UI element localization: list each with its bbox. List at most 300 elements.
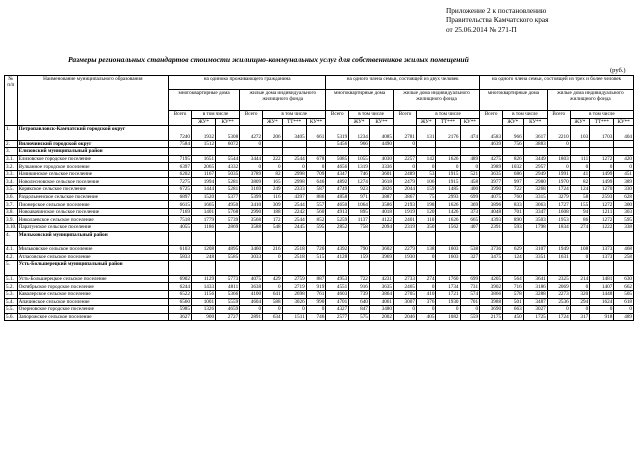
value-cell: 7240: [169, 126, 192, 141]
value-cell: [523, 148, 547, 156]
value-cell: 640: [349, 298, 370, 306]
table-row: [5, 231, 634, 246]
value-cell: 4393: [480, 216, 503, 224]
municipality-name: Вилючинский городской округ: [17, 140, 168, 148]
value-cell: 350: [416, 224, 436, 232]
value-cell: 1407: [590, 283, 614, 291]
row-number: 5.3.: [5, 291, 18, 299]
value-cell: 131: [416, 126, 436, 141]
value-cell: [191, 261, 215, 276]
value-cell: 0: [240, 140, 263, 148]
value-cell: 4656: [326, 163, 349, 171]
value-cell: [240, 261, 263, 276]
value-cell: 4639: [480, 140, 503, 148]
value-cell: 5585: [216, 253, 240, 261]
value-cell: 1803: [547, 155, 570, 163]
value-cell: 6902: [169, 275, 192, 283]
value-cell: 0: [460, 163, 480, 171]
value-cell: 2518: [282, 253, 306, 261]
value-cell: 3864: [369, 291, 393, 299]
value-cell: 1137: [349, 216, 370, 224]
value-cell: 7275: [169, 178, 192, 186]
table-row: [5, 186, 634, 194]
value-cell: 701: [460, 298, 480, 306]
table-row: [5, 201, 634, 209]
value-cell: [480, 148, 503, 156]
value-cell: [216, 261, 240, 276]
row-number: 5.: [5, 261, 18, 276]
subheader-apartment: многоквартирные дома: [480, 90, 548, 111]
value-cell: 1274: [349, 178, 370, 186]
value-cell: [282, 148, 306, 156]
value-cell: 1272: [590, 201, 614, 209]
value-cell: 1930: [436, 298, 460, 306]
value-cell: [306, 140, 326, 148]
value-cell: 116: [263, 193, 283, 201]
value-cell: 2993: [436, 193, 460, 201]
row-number: 5.4.: [5, 298, 18, 306]
value-cell: 521: [460, 170, 480, 178]
value-cell: 0: [436, 306, 460, 314]
table-row: [5, 163, 634, 171]
value-cell: 0: [590, 306, 614, 314]
value-cell: 75: [416, 193, 436, 201]
header-total: Всего: [326, 111, 349, 126]
header-zhu: ЖУ*: [263, 119, 283, 126]
value-cell: 2593: [590, 193, 614, 201]
value-cell: [240, 148, 263, 156]
value-cell: 1373: [590, 246, 614, 254]
table-row: [5, 246, 634, 254]
municipality-name: Кавалерское сельское поселение: [17, 291, 168, 299]
value-cell: [369, 148, 393, 156]
value-cell: 1512: [191, 140, 215, 148]
value-cell: 3867: [393, 193, 416, 201]
value-cell: 0: [263, 253, 283, 261]
header-incl: в том числе: [349, 111, 394, 119]
value-cell: 646: [306, 178, 326, 186]
value-cell: 826: [503, 155, 524, 163]
value-cell: 1129: [191, 275, 215, 283]
value-cell: 1401: [191, 208, 215, 216]
value-cell: [570, 261, 590, 276]
value-cell: 501: [503, 298, 524, 306]
municipality-name: Усть-Большерецкий муниципальный район: [17, 261, 168, 276]
value-cell: 630: [614, 275, 634, 283]
value-cell: 2891: [240, 313, 263, 321]
value-cell: 4205: [480, 275, 503, 283]
value-cell: 4397: [282, 193, 306, 201]
value-cell: 389: [614, 178, 634, 186]
value-cell: 0: [263, 163, 283, 171]
value-cell: 2175: [480, 313, 503, 321]
value-cell: 4895: [216, 246, 240, 254]
value-cell: 248: [191, 253, 215, 261]
header-total: Всего: [240, 111, 263, 126]
value-cell: 2759: [282, 275, 306, 283]
header-ku: КУ**: [216, 119, 240, 126]
municipality-name: Мильковское сельское поселение: [17, 246, 168, 254]
value-cell: 966: [503, 126, 524, 141]
value-cell: 4811: [216, 283, 240, 291]
value-cell: 0: [416, 283, 436, 291]
value-cell: 4075: [240, 275, 263, 283]
value-cell: [306, 261, 326, 276]
value-cell: 0: [547, 163, 570, 171]
value-cell: 2445: [282, 224, 306, 232]
municipality-name: Паратунское сельское поселение: [17, 224, 168, 232]
value-cell: 216: [263, 246, 283, 254]
value-cell: 4392: [326, 246, 349, 254]
value-cell: 2489: [393, 170, 416, 178]
value-cell: 7169: [169, 208, 192, 216]
value-cell: [547, 148, 570, 156]
table-row: [5, 291, 634, 299]
value-cell: 4650: [326, 201, 349, 209]
value-cell: 4603: [326, 291, 349, 299]
value-cell: 2544: [282, 216, 306, 224]
value-cell: 1930: [393, 253, 416, 261]
row-number: 3.9.: [5, 216, 18, 224]
value-cell: 5833: [169, 253, 192, 261]
value-cell: 1631: [547, 253, 570, 261]
value-cell: 458: [460, 178, 480, 186]
value-cell: 3107: [523, 246, 547, 254]
value-cell: 5366: [216, 291, 240, 299]
table-row: [5, 208, 634, 216]
row-number: 3.8.: [5, 208, 18, 216]
value-cell: 3641: [523, 275, 547, 283]
value-cell: 575: [349, 313, 370, 321]
value-cell: 5559: [216, 298, 240, 306]
value-cell: 3902: [480, 283, 503, 291]
value-cell: [169, 261, 192, 276]
value-cell: 429: [263, 275, 283, 283]
row-number: 1.: [5, 126, 18, 141]
municipality-name: Елизовский муниципальный район: [17, 148, 168, 156]
value-cell: 1994: [191, 178, 215, 186]
header-tt: ТТ***: [282, 119, 306, 126]
value-cell: 3186: [523, 283, 547, 291]
value-cell: 3602: [369, 246, 393, 254]
subheader-private: жилые дома индивидуального жилищного фонда: [547, 90, 633, 111]
value-cell: 489: [614, 313, 634, 321]
value-cell: 3969: [369, 253, 393, 261]
value-cell: 5281: [216, 178, 240, 186]
value-cell: 4075: [480, 193, 503, 201]
value-cell: 0: [416, 253, 436, 261]
value-cell: 4100: [240, 291, 263, 299]
value-cell: 2401: [393, 216, 416, 224]
row-number: 3.10.: [6, 224, 17, 231]
value-cell: 4275: [480, 155, 503, 163]
value-cell: 588: [263, 298, 283, 306]
value-cell: 1426: [436, 208, 460, 216]
value-cell: 593: [503, 224, 524, 232]
value-cell: [547, 231, 570, 246]
value-cell: 3449: [523, 155, 547, 163]
value-cell: 2577: [326, 313, 349, 321]
value-cell: 1915: [436, 170, 460, 178]
value-cell: [503, 148, 524, 156]
row-number: 3.4.: [5, 178, 18, 186]
municipality-name: Николаевское сельское поселение: [17, 216, 168, 224]
value-cell: 1624: [590, 298, 614, 306]
header-tt: ТТ***: [590, 119, 614, 126]
value-cell: 4701: [326, 298, 349, 306]
value-cell: 1562: [436, 224, 460, 232]
value-cell: 3988: [480, 298, 503, 306]
row-number: 3.7.: [5, 201, 18, 209]
value-cell: 0: [306, 163, 326, 171]
value-cell: 1727: [547, 201, 570, 209]
value-cell: 971: [349, 193, 370, 201]
municipality-name: Петропавловск-Камчатский городской округ: [17, 126, 168, 141]
value-cell: 6072: [216, 140, 240, 148]
value-cell: 373: [460, 208, 480, 216]
value-cell: 6522: [169, 291, 192, 299]
value-cell: 5281: [216, 186, 240, 194]
municipality-name: Усть-Большерецкое сельское поселение: [17, 275, 168, 283]
value-cell: 138: [416, 246, 436, 254]
value-cell: 1499: [590, 178, 614, 186]
col-header-name: Наименование муниципального образования: [17, 76, 168, 126]
value-cell: 3896: [480, 201, 503, 209]
value-cell: 4061: [369, 298, 393, 306]
value-cell: 468: [614, 246, 634, 254]
value-cell: [216, 231, 240, 246]
value-cell: 2065: [191, 163, 215, 171]
value-cell: 2869: [216, 224, 240, 232]
value-cell: 1211: [590, 208, 614, 216]
value-cell: 4858: [326, 193, 349, 201]
value-cell: 0: [570, 163, 590, 171]
header-zhu: ЖУ*: [416, 119, 436, 126]
subheader-apartment: многоквартирные дома: [169, 90, 240, 111]
value-cell: 3826: [369, 186, 393, 194]
value-cell: 1915: [436, 178, 460, 186]
group-header-single: на одиноко проживающего гражданина: [169, 76, 326, 90]
value-cell: [547, 261, 570, 276]
value-cell: 3007: [393, 298, 416, 306]
value-cell: [523, 261, 547, 276]
value-cell: 618: [614, 298, 634, 306]
value-cell: 3475: [480, 253, 503, 261]
value-cell: 990: [306, 298, 326, 306]
value-cell: [460, 140, 480, 148]
value-cell: 3487: [523, 298, 547, 306]
value-cell: 376: [416, 298, 436, 306]
value-cell: 1953: [547, 216, 570, 224]
value-cell: 0: [547, 140, 570, 148]
header-tt: ТТ***: [436, 119, 460, 126]
table-row: [5, 283, 634, 291]
value-cell: [169, 148, 192, 156]
value-cell: [282, 231, 306, 246]
value-cell: 3063: [523, 201, 547, 209]
value-cell: 699: [460, 275, 480, 283]
table-row: [5, 148, 634, 156]
value-cell: 124: [503, 253, 524, 261]
value-cell: 1932: [191, 126, 215, 141]
row-number: 2.: [5, 140, 18, 148]
value-cell: 274: [416, 275, 436, 283]
value-cell: 0: [282, 163, 306, 171]
value-cell: 3638: [240, 283, 263, 291]
municipality-name: Пионерское сельское поселение: [17, 201, 168, 209]
value-cell: [570, 140, 590, 148]
value-cell: 746: [349, 170, 370, 178]
value-cell: 4490: [369, 140, 393, 148]
value-cell: 3410: [240, 201, 263, 209]
value-cell: 1511: [282, 313, 306, 321]
value-cell: 1626: [436, 155, 460, 163]
value-cell: 1725: [523, 313, 547, 321]
municipality-name: Вулканное городское поселение: [17, 163, 168, 171]
value-cell: [169, 231, 192, 246]
value-cell: 4055: [169, 224, 192, 232]
header-incl: в том числе: [191, 111, 239, 119]
value-cell: 1481: [590, 275, 614, 283]
value-cell: [263, 148, 283, 156]
value-cell: 1970: [547, 178, 570, 186]
value-cell: 686: [503, 170, 524, 178]
value-cell: 4551: [326, 283, 349, 291]
value-cell: 5768: [216, 208, 240, 216]
value-cell: 111: [570, 155, 590, 163]
value-cell: 2069: [547, 283, 570, 291]
row-number: 3.3.: [5, 170, 18, 178]
row-number: 4.: [5, 231, 18, 246]
value-cell: 3336: [369, 163, 393, 171]
value-cell: 557: [306, 201, 326, 209]
value-cell: [503, 231, 524, 246]
value-cell: 5377: [216, 193, 240, 201]
value-cell: 1208: [191, 246, 215, 254]
value-cell: 4950: [216, 201, 240, 209]
value-cell: 2465: [393, 283, 416, 291]
row-number: 3.1.: [5, 155, 18, 163]
value-cell: 7518: [169, 216, 192, 224]
value-cell: [216, 148, 240, 156]
value-cell: 916: [349, 283, 370, 291]
value-cell: 3480: [369, 306, 393, 314]
appendix-note: [446, 6, 549, 34]
value-cell: [369, 261, 393, 276]
value-cell: 2391: [480, 224, 503, 232]
value-cell: 0: [416, 306, 436, 314]
value-cell: 966: [349, 140, 370, 148]
value-cell: 919: [306, 283, 326, 291]
value-cell: 886: [306, 193, 326, 201]
value-cell: [393, 148, 416, 156]
value-cell: 887: [306, 275, 326, 283]
value-cell: 560: [306, 208, 326, 216]
value-cell: 2333: [282, 186, 306, 194]
value-cell: 4347: [326, 170, 349, 178]
value-cell: 3027: [523, 306, 547, 314]
value-cell: 1485: [436, 186, 460, 194]
subheader-private: жилые дома индивидуального жилищного фонда: [393, 90, 479, 111]
value-cell: 997: [503, 178, 524, 186]
table-row: [5, 155, 634, 163]
value-cell: 2544: [282, 201, 306, 209]
value-cell: 2273: [547, 291, 570, 299]
value-cell: 0: [240, 163, 263, 171]
value-cell: 2193: [393, 201, 416, 209]
value-cell: 404: [614, 126, 634, 141]
value-cell: 1167: [191, 170, 215, 178]
value-cell: 0: [614, 306, 634, 314]
value-cell: 4122: [369, 216, 393, 224]
value-cell: 1234: [349, 126, 370, 141]
value-cell: 5985: [169, 306, 192, 314]
value-cell: 53: [416, 170, 436, 178]
value-cell: [263, 231, 283, 246]
value-cell: 369: [460, 201, 480, 209]
value-cell: 3601: [369, 170, 393, 178]
value-cell: 595: [306, 224, 326, 232]
value-cell: 94: [570, 208, 590, 216]
table-row: [5, 178, 634, 186]
value-cell: 1626: [436, 216, 460, 224]
value-cell: 2990: [240, 208, 263, 216]
value-cell: 7584: [169, 140, 192, 148]
value-cell: [480, 261, 503, 276]
value-cell: 515: [306, 253, 326, 261]
value-cell: 2957: [523, 163, 547, 171]
header-ku: КУ**: [306, 119, 326, 126]
value-cell: [590, 140, 614, 148]
value-cell: 1373: [590, 253, 614, 261]
header-ku: КУ**: [614, 119, 634, 126]
table-row: [5, 216, 634, 224]
value-cell: 1448: [590, 291, 614, 299]
value-cell: 3460: [240, 246, 263, 254]
value-cell: 758: [349, 224, 370, 232]
value-cell: 2279: [393, 246, 416, 254]
value-cell: 188: [263, 208, 283, 216]
value-cell: 0: [282, 306, 306, 314]
value-cell: 2257: [393, 155, 416, 163]
value-cell: 420: [614, 155, 634, 163]
value-cell: 548: [263, 224, 283, 232]
value-cell: 1703: [590, 126, 614, 141]
group-header-two: на одного члена семьи, состоящей из двух человек: [326, 76, 480, 90]
value-cell: 5085: [326, 155, 349, 163]
value-cell: 900: [191, 313, 215, 321]
value-cell: 6897: [169, 193, 192, 201]
value-cell: 489: [460, 155, 480, 163]
value-cell: 4018: [369, 208, 393, 216]
value-cell: 4749: [326, 186, 349, 194]
value-cell: 722: [503, 186, 524, 194]
value-cell: 4128: [326, 253, 349, 261]
header-total: Всего: [480, 111, 503, 126]
value-cell: 407: [460, 224, 480, 232]
value-cell: [460, 148, 480, 156]
municipality-name: Озерновское городское поселение: [17, 306, 168, 314]
value-cell: 0: [306, 306, 326, 314]
header-ku: КУ**: [460, 119, 480, 126]
municipality-name: Новолесновское сельское поселение: [17, 178, 168, 186]
value-cell: 5308: [216, 126, 240, 141]
municipality-name: Раздольненское сельское поселение: [17, 193, 168, 201]
value-cell: 3347: [523, 208, 547, 216]
value-cell: 1991: [547, 170, 570, 178]
table-row: [5, 275, 634, 283]
value-cell: 3586: [369, 201, 393, 209]
